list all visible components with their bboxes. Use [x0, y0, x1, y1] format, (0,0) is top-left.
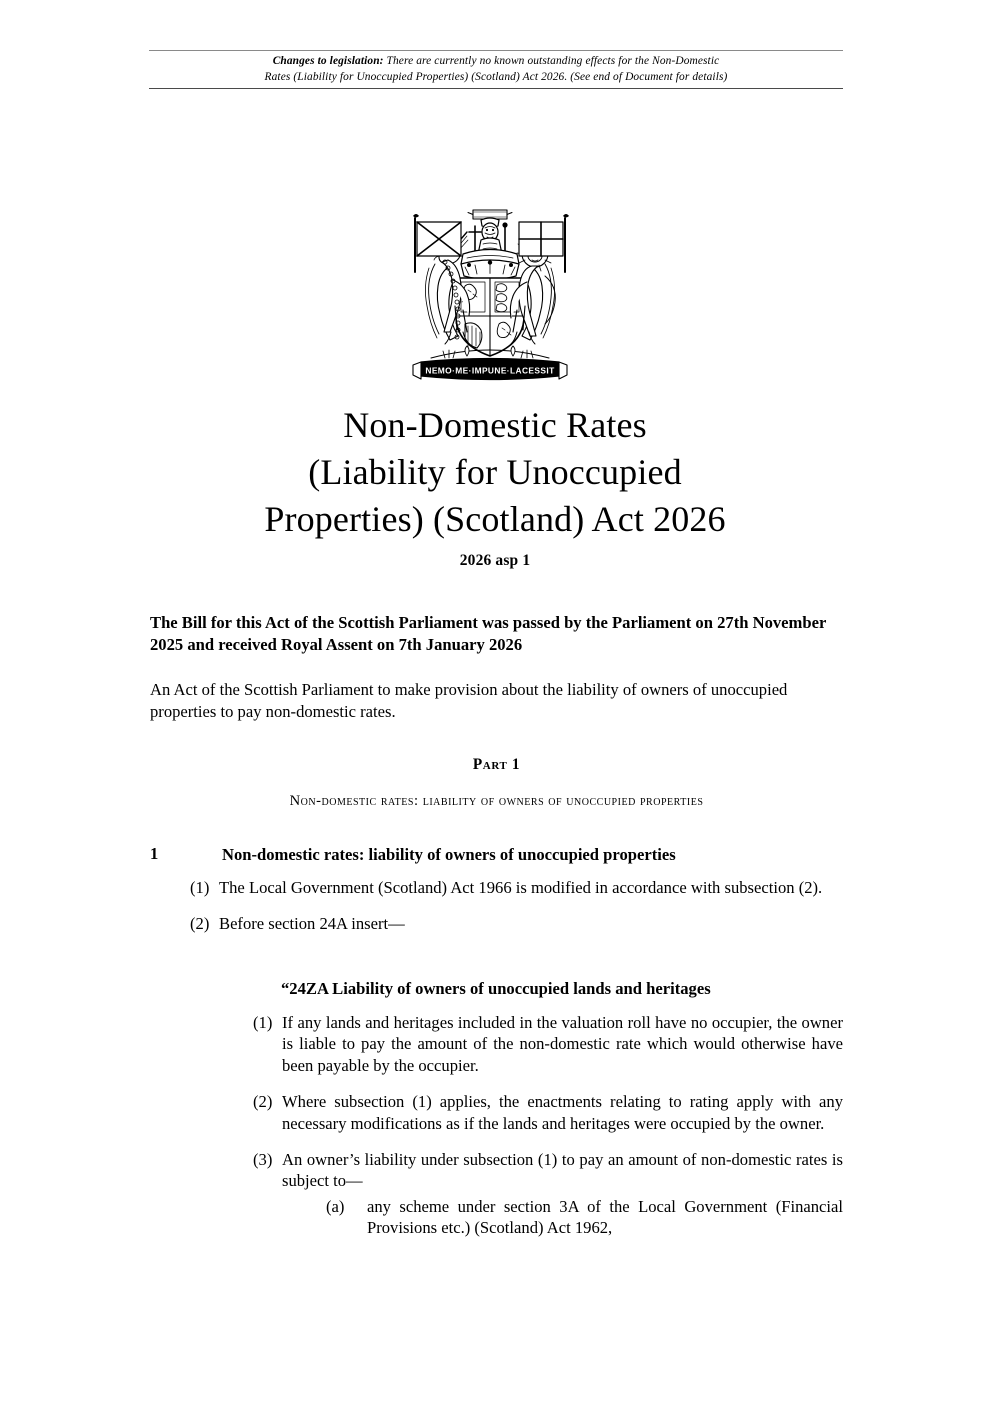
subsection-text: An owner’s liability under subsection (1) to pay an amount of non-domestic rates is subject to— — [282, 1150, 843, 1191]
subsection-text: If any lands and heritages included in the valuation roll have no occupier, the owner is liable to pay the amount of the non-domestic rate which would otherwise have been payable by the occupier. — [282, 1013, 843, 1075]
subsection — [190, 877, 843, 898]
title-line-3: Properties) (Scotland) Act 2026 — [264, 499, 726, 539]
royal-assent-statement: The Bill for this Act of the Scottish Parliament was passed by the Parliament on 27th November 2025 and received Royal Assent on 7th January 2026 — [150, 613, 827, 654]
subsection — [190, 913, 843, 934]
subsection — [253, 1091, 843, 1134]
paragraph-text: any scheme under section 3A of the Local Government (Financial Provisions etc.) (Scotland) Act 1962, — [367, 1196, 843, 1238]
section-title: Non-domestic rates: liability of owners of unoccupied properties — [222, 845, 676, 864]
arms-motto-text: NEMO·ME·IMPUNE·LACESSIT — [425, 365, 555, 376]
paragraph — [282, 1196, 843, 1239]
section-heading-row — [150, 844, 843, 865]
part-heading: Part 1 — [472, 756, 521, 773]
subsection-marker: (3) — [253, 1150, 273, 1170]
part-cross-heading: Non-domestic rates: liability of owners of unoccupied properties — [289, 793, 704, 809]
inserted-section-heading: “24ZA Liability of owners of unoccupied lands and heritages — [281, 979, 711, 998]
title-line-1: Non-Domestic Rates — [343, 405, 647, 445]
running-header — [149, 50, 843, 89]
header-rule-bottom — [149, 88, 843, 89]
royal-coat-of-arms — [395, 206, 585, 386]
page-title — [195, 402, 795, 543]
subsection-marker: (1) — [190, 878, 210, 897]
subsection-marker: (2) — [253, 1092, 273, 1112]
subsection — [253, 1012, 843, 1076]
inserted-subsections — [253, 1012, 843, 1239]
intro-block — [150, 612, 843, 722]
subsection — [253, 1149, 843, 1239]
subsection-text: Before section 24A insert— — [219, 914, 405, 934]
section-subsections — [190, 877, 843, 935]
title-line-2: (Liability for Unoccupied — [308, 452, 682, 492]
header-note-line2: Rates (Liability for Unoccupied Properties) (Scotland) Act 2026. (See end of Document for details) — [264, 71, 728, 84]
subsection-text: The Local Government (Scotland) Act 1966 is modified in accordance with subsection (2). — [219, 878, 823, 897]
title-block — [195, 402, 795, 570]
section-number: 1 — [150, 844, 159, 863]
paragraph-marker: (a) — [326, 1196, 345, 1216]
act-citation: 2026 asp 1 — [459, 552, 531, 569]
header-note-line1: There are currently no known outstanding effects for the Non-Domestic — [383, 55, 720, 67]
subsection-text: Where subsection (1) applies, the enactments relating to rating apply with any necessary modifications as if the lands and heritages were occupied by the owner. — [282, 1092, 843, 1133]
subsection-marker: (2) — [190, 914, 210, 934]
long-title: An Act of the Scottish Parliament to make provision about the liability of owners of unoccupied properties to pay non-domestic rates. — [150, 680, 788, 721]
header-note — [149, 51, 843, 88]
header-note-label: Changes to legislation: — [272, 55, 384, 67]
subsection-marker: (1) — [253, 1013, 273, 1032]
